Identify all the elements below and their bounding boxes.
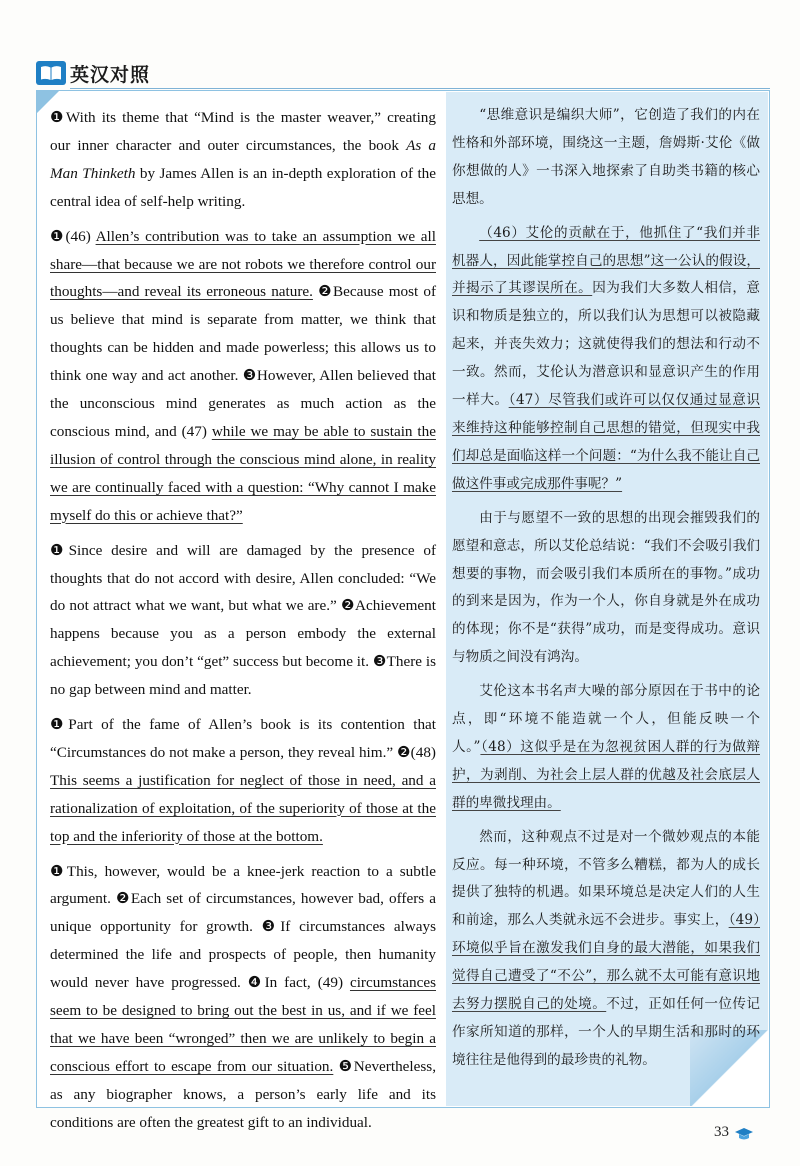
chinese-underlined-48: （48）这似乎是在为忽视贫困人群的行为做辩护，为剥削、为社会上层人群的优越及社会底层人群的卑微找理由。 bbox=[452, 738, 760, 811]
english-paragraph-3: ❶Since desire and will are damaged by the presence of thoughts that do not accord with desire, Allen concluded: “We do not attract what we want, but what we are.” ❷Achievement happens because you as a person embody the external achievement; you don’t “get” success but become it. ❸There is no gap between mind and matter. bbox=[50, 541, 436, 699]
header-divider bbox=[70, 88, 770, 89]
page-number: 33 bbox=[714, 1124, 729, 1140]
section-title: 英汉对照 bbox=[70, 63, 151, 86]
underlined-sentence-49: circumstances seem to be designed to bring out the best in us, and if we feel that we have been “wronged” then we are unlikely to begin a conscious effort to escape from our situation. bbox=[50, 974, 436, 1075]
chinese-column bbox=[452, 102, 760, 1081]
english-p2-lead: ❶(46) bbox=[50, 227, 96, 245]
english-paragraph-4 bbox=[50, 711, 436, 851]
chinese-paragraph-1: “思维意识是编织大师”，它创造了我们的内在性格和外部环境，围绕这一主题，詹姆斯·艾伦《做你想做的人》一书深入地探索了自助类书籍的核心思想。 bbox=[452, 107, 760, 207]
book-title: As a Man Thinketh bbox=[50, 136, 436, 182]
chinese-underlined-46: （46）艾伦的贡献在于，他抓住了“我们并非机器人，因此能掌控自己的思想”这一公认的假设，并揭示了其谬误所在。 bbox=[452, 224, 760, 297]
english-p4-lead: ❶Part of the fame of Allen’s book is its contention that “Circumstances do not make a person, they reveal him.” ❷(48) bbox=[50, 716, 436, 761]
chinese-p5-tail: 不过，正如任何一位传记作家所知道的那样，一个人的早期生活和那时的环境往往是他得到的最珍贵的礼物。 bbox=[452, 996, 761, 1068]
section-header bbox=[36, 58, 150, 88]
chinese-underlined-49: （49）环境似乎旨在激发我们自身的最大潜能，如果我们觉得自己遭受了“不公”，那么就不太可能有意识地去努力摆脱自己的处境。 bbox=[452, 912, 761, 1013]
chinese-p4-lead: 艾伦这本书名声大噪的部分原因在于书中的论点，即“环境不能造就一个人，但能反映一个人。” bbox=[452, 683, 760, 755]
chinese-p2-middle: 因为我们大多数人相信，意识和物质是独立的，所以我们认为思想可以被隐藏起来，并丧失效力；这就使得我们的想法和行动不一致。然而，艾伦认为潜意识和显意识产生的作用一样大。 bbox=[452, 280, 761, 409]
graduation-cap-icon bbox=[734, 1127, 754, 1141]
english-p5-tail: ❺Nevertheless, as any biographer knows, a person’s early life and its conditions are often the greatest gift to an individual. bbox=[50, 1057, 436, 1131]
underlined-sentence-47: while we may be able to sustain the illusion of control through the conscious mind alone, in reality we are continually faced with a question: “Why cannot I make myself do this or achieve that?” bbox=[50, 422, 436, 524]
chinese-p5-lead: 然而，这种观点不过是对一个微妙观点的本能反应。每一种环境，不管多么糟糕，都为人的成长提供了独特的机遇。如果环境总是决定人们的人生和前途，那么人类就永远不会进步。事实上， bbox=[452, 828, 760, 929]
underlined-sentence-46: Allen’s contribution was to take an assumption we all share—that because we are not robots we therefore control our thoughts—and reveal its erroneous nature. bbox=[50, 227, 436, 301]
english-column bbox=[50, 104, 436, 1144]
english-p5-lead: ❶This, however, would be a knee-jerk reaction to a subtle argument. ❷Each set of circumstances, however bad, offers a unique opportunity for growth. ❸If circumstances always determined the life and prospects of people, then humanity would never have progressed. ❹In fact, (49) bbox=[50, 862, 436, 992]
english-paragraph-1 bbox=[50, 104, 436, 216]
english-paragraph-5 bbox=[50, 858, 436, 1137]
open-book-icon bbox=[36, 61, 66, 85]
chinese-paragraph-5 bbox=[452, 824, 760, 1075]
underlined-sentence-48: This seems a justification for neglect of those in need, and a rationalization of exploitation, of the superiority of those at the top and the inferiority of those at the bottom. bbox=[50, 771, 436, 845]
chinese-underlined-47: （47）尽管我们或许可以仅仅通过显意识来维持这种能够控制自己思想的错觉，但现实中我们却总是面临这样一个问题：“为什么我不能让自己做这件事或完成那件事呢？” bbox=[452, 392, 761, 492]
english-p1-pre: ❶With its theme that “Mind is the master weaver,” creating our inner character and outer circumstances, the book bbox=[50, 109, 436, 154]
chinese-paragraph-2 bbox=[452, 220, 760, 499]
english-p1-post: by James Allen is an in-depth exploration of the central idea of self-help writing. bbox=[50, 164, 437, 210]
chinese-paragraph-3: 由于与愿望不一致的思想的出现会摧毁我们的愿望和意志，所以艾伦总结说：“我们不会吸引我们想要的事物，而会吸引我们本质所在的事物。”成功的到来是因为，作为一个人，你自身就是外在成功的体现；你不是“获得”成功，而是变得成功。意识与物质之间没有鸿沟。 bbox=[452, 509, 760, 666]
chinese-paragraph-4 bbox=[452, 678, 760, 818]
english-paragraph-2 bbox=[50, 223, 436, 530]
english-p2-middle: ❷Because most of us believe that mind is separate from matter, we think that thoughts can be hidden and made powerless; this allows us to think one way and act another. ❸However, Allen believed that the unconscious mind generates as much action as the conscious mind, and (47) bbox=[50, 283, 436, 440]
